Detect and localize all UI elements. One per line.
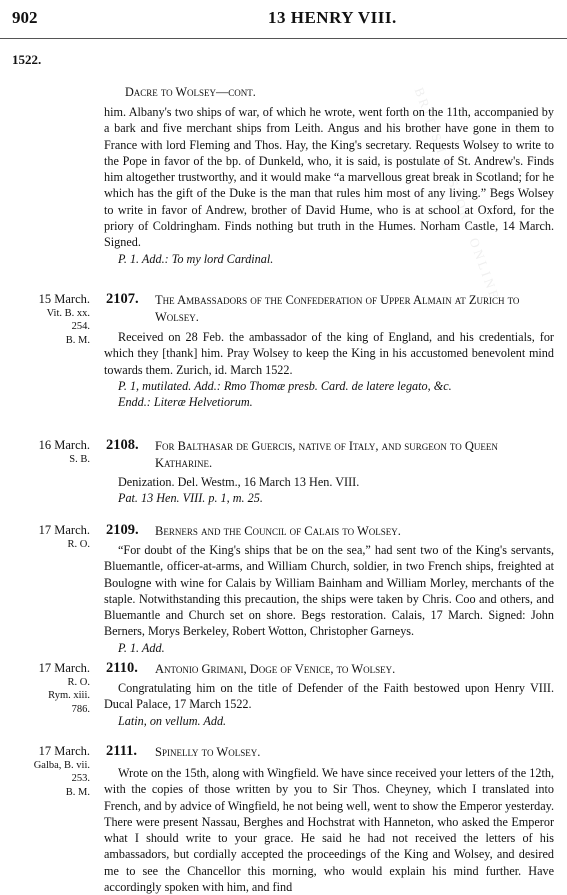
entry-number: 2111. bbox=[106, 743, 138, 759]
entry-text: Congratulating him on the title of Defender of the Faith bestowed upon Henry VIII. Ducal Palace, 17 March 1522. bbox=[104, 681, 554, 712]
continued-body bbox=[104, 104, 554, 267]
entry-margin: 17 March. Galba, B. vii. 253. B. M. bbox=[33, 744, 90, 798]
entry-text: Received on 28 Feb. the ambassador of the king of England, and his credentials, for which they [thank] him. Pray Wolsey to keep the King in his accustomed benevolent mind towards them. Zurich, id. March 1522. bbox=[104, 330, 554, 377]
entry-body bbox=[104, 474, 554, 507]
entry-note: Endd.: Literæ Helvetiorum. bbox=[118, 395, 253, 410]
continued-note: P. 1. Add.: To my lord Cardinal. bbox=[118, 251, 274, 266]
entry-number: 2110. bbox=[106, 660, 138, 676]
entry-margin: 16 March. S. B. bbox=[38, 438, 90, 465]
entry-title: Berners and the Council of Calais to Wolsey. bbox=[155, 524, 401, 538]
entry-body bbox=[104, 680, 554, 729]
entry-text: Denization. Del. Westm., 16 March 13 Hen. VIII. bbox=[118, 475, 360, 489]
entry-note: P. 1. Add. bbox=[118, 640, 165, 655]
entry-title: For Balthasar de Guercis, native of Italy, and surgeon to Queen Katharine. bbox=[155, 439, 498, 470]
entry-body bbox=[104, 765, 554, 895]
entry-text: “For doubt of the King's ships that be on the sea,” had sent two of the King's servants, Bluemantle, officer-at-arms, and William Church, soldier, in two French ships, freighted at Boulogne with wine for Calais by William Bainham and William Morley, merchants of the staple. Notwithstanding this precaution, the ships were taken by Chris. Coo and others, and Bluemantle and Church set on shore. Begs restoration. Calais, 17 March. Signed: John Berners, Morys Berkeley, Robert Wotton, Christopher Garneys. bbox=[104, 543, 554, 639]
entry-margin: 17 March. R. O. Rym. xiii. 786. bbox=[38, 661, 90, 715]
entry-note: Latin, on vellum. Add. bbox=[118, 713, 227, 728]
header-rule bbox=[0, 38, 567, 39]
entry-title: The Ambassadors of the Confederation of Upper Almain at Zurich to Wolsey. bbox=[155, 293, 520, 324]
watermark: BRITISH HISTORY ONLINE bbox=[411, 85, 504, 304]
entry-number: 2108. bbox=[106, 437, 139, 453]
continued-text: him. Albany's two ships of war, of which he wrote, went forth on the 11th, accompanied by a bark and five merchant ships from Leith. Angus and his brother have gone in them to France with lord Fleming and Thos. Hay, the King's secretary. Requests Wolsey to write to the Pope in favor of the bp. of Dunkeld, who, it is said, is postulate of St. Andrew's. Finds him altogether trustworthy, and it would make “a marvellous great break in Scotland; for he which has the gift of the Duke is the man that rules him most of any living.” Begs Wolsey to write in favor of Andrew, brother of David Hume, who is at school at Oxford, for the priory of Coldringham. Finds nothing but truth in the Humes. Norham Castle, 14 March. Signed. bbox=[104, 105, 554, 250]
entry-title: Spinelly to Wolsey. bbox=[155, 745, 261, 759]
entry-text: Wrote on the 15th, along with Wingfield. We have since received your letters of the 12th, with the copies of those written by you to Sir Thos. Cheyney, which I translated into French, and by advice of Wingfield, he not being well, went to show the Emperor yesterday. There were present Nassau, Berghes and Hochstrat with Hanneton, who asked the Emperor what I should write to your grace. He said he had not received the letters of his ambassadors, but cordially accepted the proceedings of the King and Wolsey, and desired me to see the Chancellor this morning, who would explain his mind further. Have accordingly spoken with him, and find bbox=[104, 766, 554, 895]
running-head: 13 HENRY VIII. bbox=[268, 8, 397, 27]
entry-title: Antonio Grimani, Doge of Venice, to Wolsey. bbox=[155, 662, 396, 676]
entry-margin: 15 March. Vit. B. xx. 254. B. M. bbox=[38, 292, 90, 346]
continued-heading: Dacre to Wolsey—cont. bbox=[125, 85, 256, 99]
entry-note: Pat. 13 Hen. VIII. p. 1, m. 25. bbox=[118, 491, 263, 506]
year-label: 1522. bbox=[12, 52, 42, 67]
entry-number: 2109. bbox=[106, 522, 139, 538]
entry-margin: 17 March. R. O. bbox=[38, 523, 90, 550]
page-number: 902 bbox=[12, 8, 38, 27]
entry-number: 2107. bbox=[106, 291, 139, 307]
entry-body bbox=[104, 329, 554, 410]
entry-note: P. 1, mutilated. Add.: Rmo Thomæ presb. Card. de latere legato, &c. bbox=[118, 378, 452, 393]
entry-body bbox=[104, 542, 554, 656]
